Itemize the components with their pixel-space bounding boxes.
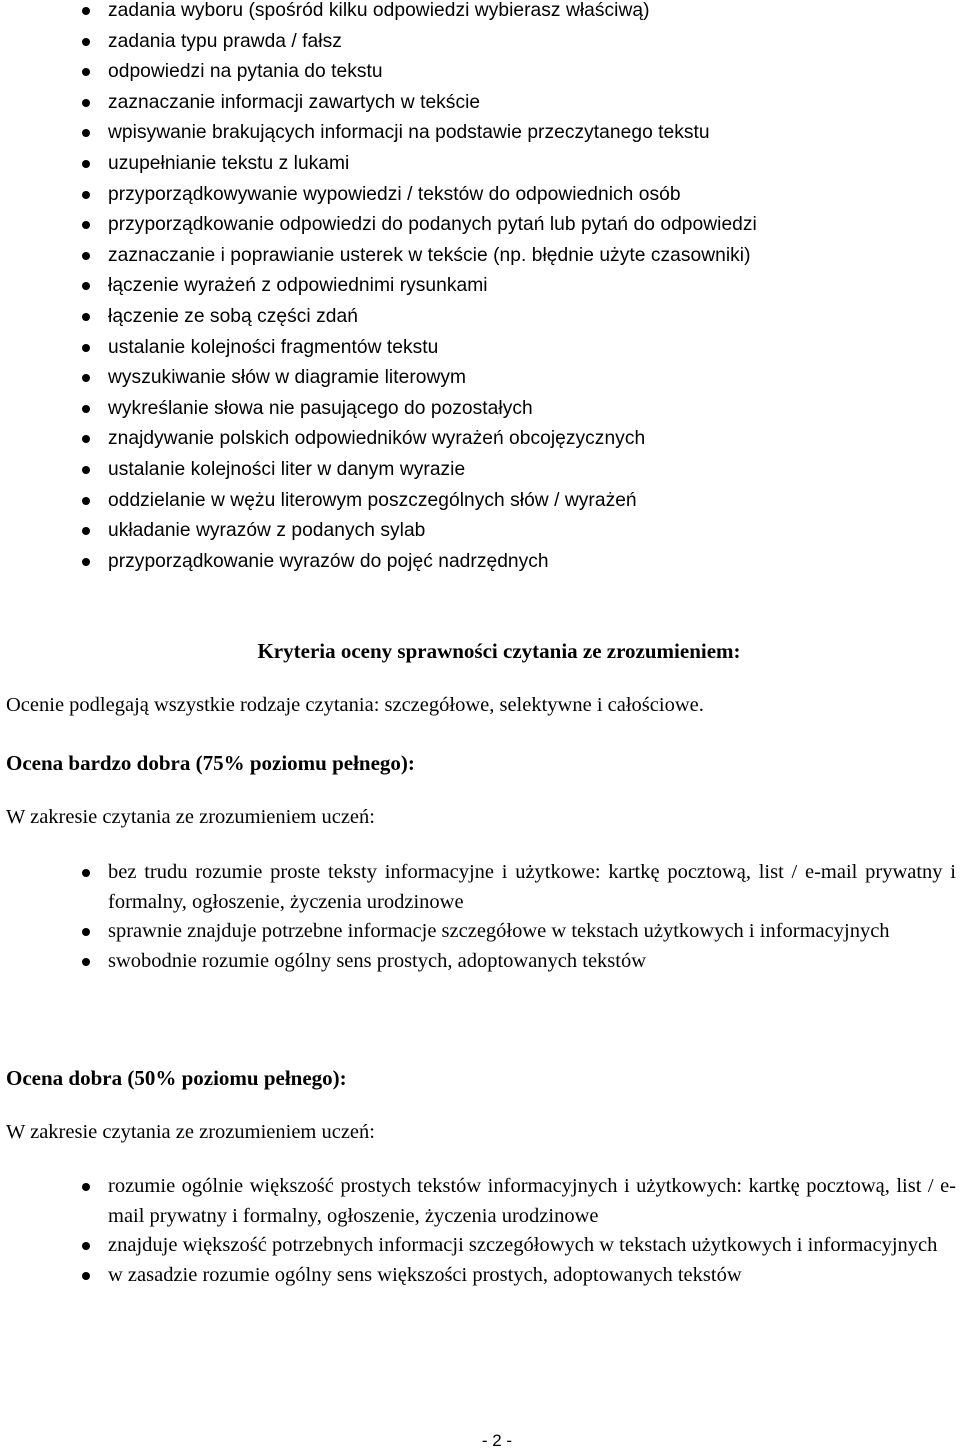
bullet-icon xyxy=(82,129,90,137)
list-item xyxy=(0,210,960,241)
list-item-text: łączenie ze sobą części zdań xyxy=(108,305,358,327)
bullet-icon xyxy=(82,435,90,443)
grade-good-list xyxy=(0,1172,960,1290)
list-item-text: wykreślanie słowa nie pasującego do pozostałych xyxy=(108,397,533,419)
grade-good-intro: W zakresie czytania ze zrozumieniem uczeń: xyxy=(6,1121,375,1143)
list-item xyxy=(0,149,960,180)
list-item xyxy=(0,1261,960,1291)
grade-good-heading: Ocena dobra (50% poziomu pełnego): xyxy=(6,1066,347,1090)
list-item xyxy=(0,0,960,27)
grade-very-good-intro: W zakresie czytania ze zrozumieniem uczeń: xyxy=(6,806,375,828)
list-item xyxy=(0,947,960,977)
bullet-icon xyxy=(82,313,90,321)
list-item-text: wyszukiwanie słów w diagramie literowym xyxy=(108,367,467,389)
list-item-text: zadania wyboru (spośród kilku odpowiedzi wybierasz właściwą) xyxy=(108,0,650,21)
list-item xyxy=(0,917,960,947)
grade-very-good-heading: Ocena bardzo dobra (75% poziomu pełnego): xyxy=(6,751,415,775)
bullet-icon xyxy=(82,221,90,229)
list-item-text: swobodnie rozumie ogólny sens prostych, adoptowanych tekstów xyxy=(108,949,647,972)
bullet-icon xyxy=(82,191,90,199)
bullet-icon xyxy=(82,1183,90,1191)
list-item xyxy=(0,455,960,486)
bullet-icon xyxy=(82,282,90,290)
list-item-text: w zasadzie rozumie ogólny sens większości prostych, adoptowanych tekstów xyxy=(108,1263,742,1286)
list-item-text: wpisywanie brakujących informacji na podstawie przeczytanego tekstu xyxy=(108,122,710,144)
bullet-icon xyxy=(82,38,90,46)
list-item-text: zaznaczanie i poprawianie usterek w tekście (np. błędnie użyte czasowniki) xyxy=(108,244,751,266)
bullet-icon xyxy=(82,928,90,936)
bullet-icon xyxy=(82,869,90,877)
list-item xyxy=(0,424,960,455)
list-item-text: przyporządkowywanie wypowiedzi / tekstów do odpowiednich osób xyxy=(108,183,681,205)
bullet-icon xyxy=(82,160,90,168)
list-item-text: oddzielanie w wężu literowym poszczególnych słów / wyrażeń xyxy=(108,489,637,511)
list-item xyxy=(0,858,960,917)
list-item-text: znajduje większość potrzebnych informacji szczegółowych w tekstach użytkowych i informacyjnych xyxy=(108,1234,938,1256)
bullet-icon xyxy=(82,374,90,382)
list-item-text: ustalanie kolejności liter w danym wyrazie xyxy=(108,458,466,480)
list-item xyxy=(0,547,960,578)
list-item-text: przyporządkowanie odpowiedzi do podanych pytań lub pytań do odpowiedzi xyxy=(108,214,757,236)
list-item-text: przyporządkowanie wyrazów do pojęć nadrzędnych xyxy=(108,550,549,572)
list-item-text: układanie wyrazów z podanych sylab xyxy=(108,520,426,542)
bullet-icon xyxy=(82,497,90,505)
list-item xyxy=(0,118,960,149)
bullet-icon xyxy=(82,558,90,566)
list-item xyxy=(0,516,960,547)
bullet-icon xyxy=(82,405,90,413)
list-item-text: łączenie wyrażeń z odpowiednimi rysunkami xyxy=(108,275,488,297)
list-item-text: znajdywanie polskich odpowiedników wyrażeń obcojęzycznych xyxy=(108,428,646,450)
bullet-icon xyxy=(82,99,90,107)
list-item xyxy=(0,333,960,364)
list-item-text: odpowiedzi na pytania do tekstu xyxy=(108,61,383,83)
list-item xyxy=(0,57,960,88)
list-item-text: ustalanie kolejności fragmentów tekstu xyxy=(108,336,439,358)
bullet-icon xyxy=(82,958,90,966)
bullet-icon xyxy=(82,527,90,535)
task-types-list xyxy=(0,0,960,577)
list-item xyxy=(0,394,960,425)
list-item-text: zadania typu prawda / fałsz xyxy=(108,30,342,52)
list-item-text: rozumie ogólnie większość prostych tekstów informacyjnych i użytkowych: kartkę pocztową, list / e-mail prywatny i formalny, ogłoszenie, życzenia urodzinowe xyxy=(108,1175,956,1227)
bullet-icon xyxy=(82,68,90,76)
grade-very-good-list xyxy=(0,858,960,976)
bullet-icon xyxy=(82,344,90,352)
bullet-icon xyxy=(82,252,90,260)
list-item xyxy=(0,486,960,517)
list-item-text: bez trudu rozumie proste teksty informacyjne i użytkowe: kartkę pocztową, list / e-mail prywatny i formalny, ogłoszenie, życzenia urodzinowe xyxy=(108,861,956,913)
list-item xyxy=(0,27,960,58)
list-item-text: zaznaczanie informacji zawartych w tekście xyxy=(108,91,481,113)
criteria-heading: Kryteria oceny sprawności czytania ze zrozumieniem: xyxy=(257,639,741,663)
list-item xyxy=(0,241,960,272)
list-item xyxy=(0,180,960,211)
list-item xyxy=(0,1231,960,1261)
list-item-text: sprawnie znajduje potrzebne informacje szczegółowe w tekstach użytkowych i informacyjnych xyxy=(108,920,890,942)
list-item xyxy=(0,271,960,302)
list-item-text: uzupełnianie tekstu z lukami xyxy=(108,152,350,174)
list-item xyxy=(0,1172,960,1231)
bullet-icon xyxy=(82,1242,90,1250)
list-item xyxy=(0,363,960,394)
list-item xyxy=(0,88,960,119)
page-number: - 2 - xyxy=(481,1431,513,1450)
criteria-intro: Ocenie podlegają wszystkie rodzaje czytania: szczegółowe, selektywne i całościowe. xyxy=(6,694,704,716)
bullet-icon xyxy=(82,7,90,15)
list-item xyxy=(0,302,960,333)
bullet-icon xyxy=(82,466,90,474)
bullet-icon xyxy=(82,1272,90,1280)
